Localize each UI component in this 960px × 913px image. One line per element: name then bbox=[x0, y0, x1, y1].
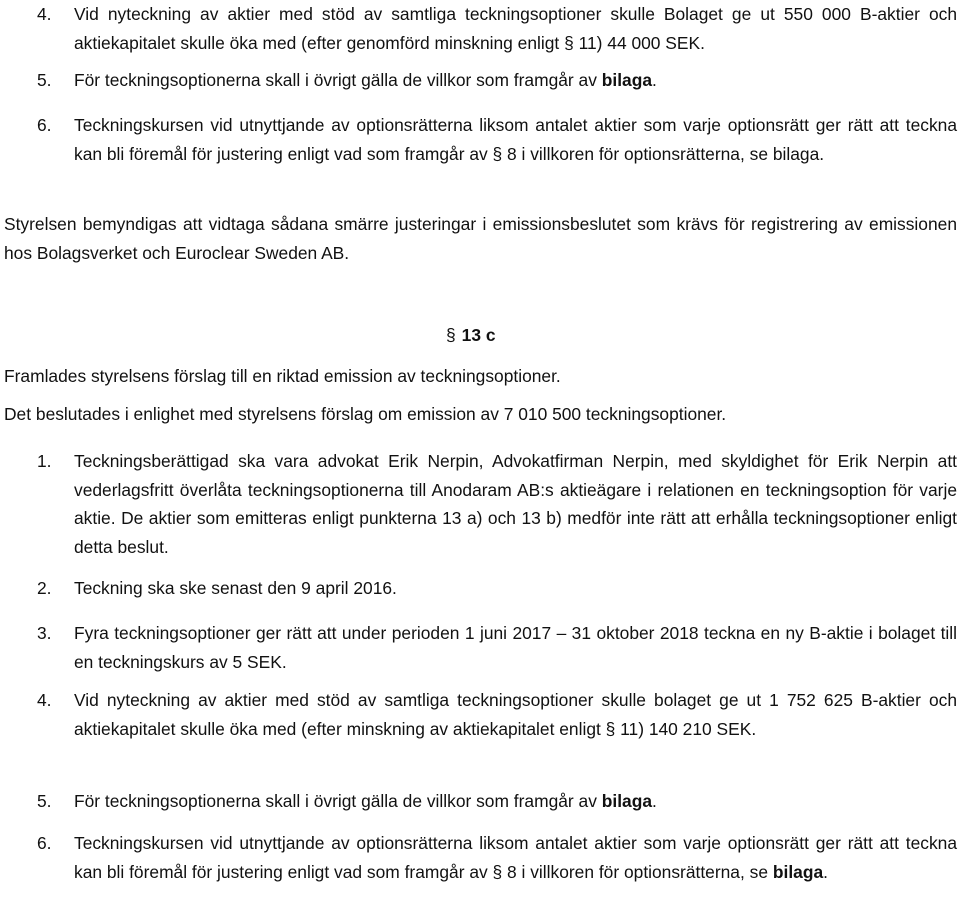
list-text: Vid nyteckning av aktier med stöd av samtliga teckningsoptioner skulle Bolaget ge ut 550 000 B-aktier och aktiekapitalet skulle öka med (efter genomförd minskning enligt § 11) 44 000 SEK. bbox=[74, 4, 957, 53]
list-text-part: . bbox=[823, 861, 828, 882]
bold-reference: bilaga bbox=[772, 861, 824, 882]
list-text: Vid nyteckning av aktier med stöd av samtliga teckningsoptioner skulle bolaget ge ut 1 752 625 B-aktier och aktiekapitalet skulle öka med (efter minskning av aktiekapitalet enligt § 11) 140 210 SEK. bbox=[74, 690, 957, 739]
bold-reference: bilaga bbox=[601, 70, 653, 90]
list-text-part: För teckningsoptionerna skall i övrigt gälla de villkor som framgår av bbox=[74, 791, 602, 811]
list-text: Teckningsberättigad ska vara advokat Erik Nerpin, Advokatfirman Nerpin, med skyldighet för Erik Nerpin att vederlagsfritt överlåta teckningsoptionerna till Anodaram AB:s aktieägare i relationen en teckningsoption för varje aktie. De aktier som emitteras enligt punkterna 13 a) och 13 b) medför inte rätt att erhålla teckningsoptioner enligt detta beslut. bbox=[74, 451, 957, 557]
list-text-part: . bbox=[652, 791, 657, 811]
list-text: Teckning ska ske senast den 9 april 2016. bbox=[74, 578, 397, 598]
section-heading bbox=[446, 321, 496, 350]
list-number: 6. bbox=[37, 115, 52, 135]
list-text: Teckningskursen vid utnyttjande av optionsrätterna liksom antalet aktier som varje optionsrätt ger rätt att teckna kan bli föremål för justering enligt vad som framgår av § 8 i villkoren för optionsrätterna, se bilaga. bbox=[74, 115, 957, 164]
list-text: Fyra teckningsoptioner ger rätt att under perioden 1 juni 2017 – 31 oktober 2018 teckna en ny B-aktie i bolaget till en teckningskurs av 5 SEK. bbox=[74, 623, 957, 672]
list-number: 1. bbox=[37, 451, 52, 471]
section-symbol: § bbox=[446, 325, 456, 345]
list-number: 5. bbox=[37, 70, 52, 90]
list-text-part: För teckningsoptionerna skall i övrigt gälla de villkor som framgår av bbox=[74, 70, 602, 90]
list-number: 4. bbox=[37, 690, 52, 710]
list-text bbox=[74, 66, 957, 95]
list-text-part: Teckningskursen vid utnyttjande av optionsrätterna liksom antalet aktier som varje optionsrätt ger rätt att teckna kan bli föremål för justering enligt vad som framgår av § 8 i villkoren för optionsrätterna, se bbox=[74, 833, 957, 882]
list-number: 2. bbox=[37, 578, 52, 598]
list-number: 6. bbox=[37, 833, 52, 853]
section-heading-text: 13 c bbox=[461, 325, 496, 345]
board-authorization-paragraph: Styrelsen bemyndigas att vidtaga sådana smärre justeringar i emissionsbeslutet som krävs för registrering av emissionen hos Bolagsverket och Euroclear Sweden AB. bbox=[4, 214, 957, 263]
list-number: 3. bbox=[37, 623, 52, 643]
list-text bbox=[74, 829, 957, 886]
bold-reference: bilaga bbox=[601, 791, 653, 811]
list-number: 5. bbox=[37, 791, 52, 811]
proposal-line: Framlades styrelsens förslag till en riktad emission av teckningsoptioner. bbox=[4, 366, 561, 386]
list-text bbox=[74, 787, 957, 816]
decision-line: Det beslutades i enlighet med styrelsens förslag om emission av 7 010 500 teckningsoptioner. bbox=[4, 404, 727, 424]
list-number: 4. bbox=[37, 4, 52, 24]
list-text-part: . bbox=[652, 70, 657, 90]
